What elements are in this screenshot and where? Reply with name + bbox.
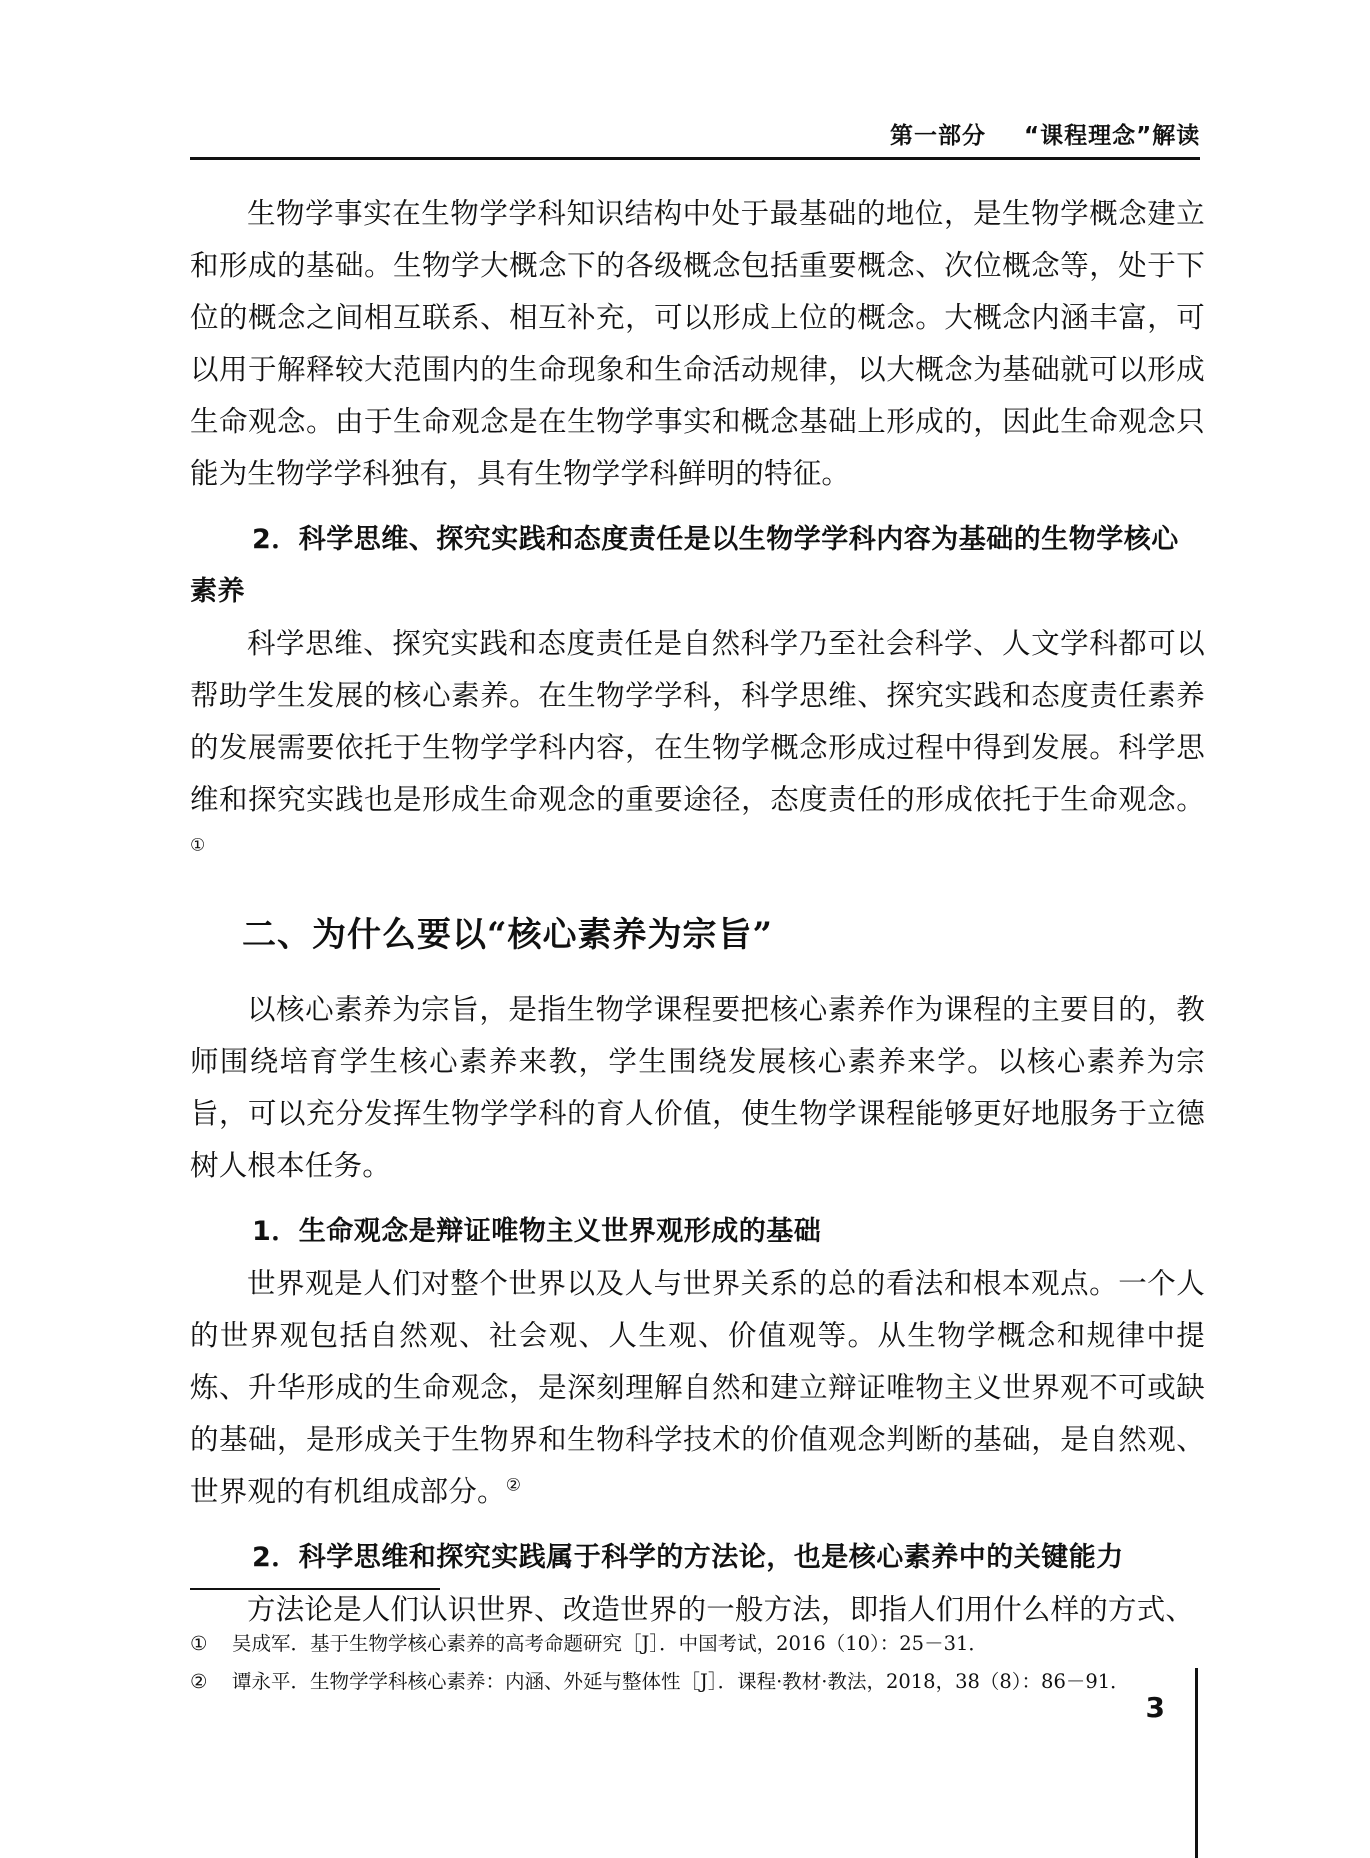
footnote-2-mark: ②: [190, 1670, 208, 1693]
page-margin-rule: [1195, 1668, 1198, 1858]
paragraph-science-thinking: [190, 618, 1205, 878]
paragraph-worldview-text: 世界观是人们对整个世界以及人与世界关系的总的看法和根本观点。一个人的世界观包括自然观、社会观、人生观、价值观等。从生物学概念和规律中提炼、升华形成的生命观念，是深刻理解自然和建立辩证唯物主义世界观不可或缺的基础，是形成关于生物界和生物科学技术的价值观念判断的基础，是自然观、世界观的有机组成部分。: [190, 1267, 1205, 1508]
footnote-1-mark: ①: [190, 1632, 208, 1655]
footnote-1: [190, 1625, 1200, 1663]
paragraph-biology-facts: 生物学事实在生物学学科知识结构中处于最基础的地位，是生物学概念建立和形成的基础。生物学大概念下的各级概念包括重要概念、次位概念等，处于下位的概念之间相互联系、相互补充，可以形成上位的概念。大概念内涵丰富，可以用于解释较大范围内的生命现象和生命活动规律，以大概念为基础就可以形成生命观念。由于生命观念是在生物学事实和概念基础上形成的，因此生命观念只能为生物学学科独有，具有生物学学科鲜明的特征。: [190, 197, 1205, 490]
section-heading-why-core-literacy: 二、为什么要以“核心素养为宗旨”: [242, 915, 774, 955]
running-header: [890, 118, 1201, 154]
subheading-life-concept-worldview: 1．生命观念是辩证唯物主义世界观形成的基础: [252, 1216, 822, 1247]
header-rule: [190, 157, 1200, 160]
footnote-1-text: 吴成军．基于生物学核心素养的高考命题研究［J］．中国考试，2016（10）：25－31．: [232, 1632, 988, 1655]
footnote-ref-2[interactable]: ②: [505, 1475, 522, 1496]
subheading-science-thinking-core-literacy: 2．科学思维、探究实践和态度责任是以生物学学科内容为基础的生物学核心素养: [190, 524, 1179, 607]
subheading-methodology: 2．科学思维和探究实践属于科学的方法论，也是核心素养中的关键能力: [252, 1542, 1124, 1573]
running-header-title: “课程理念”解读: [1024, 123, 1201, 149]
footnotes: [190, 1625, 1200, 1701]
paragraph-science-thinking-text: 科学思维、探究实践和态度责任是自然科学乃至社会科学、人文学科都可以帮助学生发展的核心素养。在生物学学科，科学思维、探究实践和态度责任素养的发展需要依托于生物学学科内容，在生物学概念形成过程中得到发展。科学思维和探究实践也是形成生命观念的重要途径，态度责任的形成依托于生命观念。: [190, 627, 1205, 816]
page-number: 3: [1145, 1691, 1165, 1724]
page-content: [190, 188, 1205, 1636]
paragraph-worldview: [190, 1258, 1205, 1518]
paragraph-methodology: 方法论是人们认识世界、改造世界的一般方法，即指人们用什么样的方式、: [247, 1593, 1195, 1626]
footnote-2: [190, 1663, 1200, 1701]
running-header-part: 第一部分: [890, 123, 986, 149]
footnote-rule: [190, 1588, 440, 1590]
footnote-2-text: 谭永平．生物学学科核心素养：内涵、外延与整体性［J］．课程·教材·教法，2018，38（8）：86－91．: [232, 1670, 1130, 1693]
paragraph-core-literacy-purpose: 以核心素养为宗旨，是指生物学课程要把核心素养作为课程的主要目的，教师围绕培育学生核心素养来教，学生围绕发展核心素养来学。以核心素养为宗旨，可以充分发挥生物学学科的育人价值，使生物学课程能够更好地服务于立德树人根本任务。: [190, 993, 1205, 1182]
footnote-ref-1[interactable]: ①: [190, 835, 206, 856]
